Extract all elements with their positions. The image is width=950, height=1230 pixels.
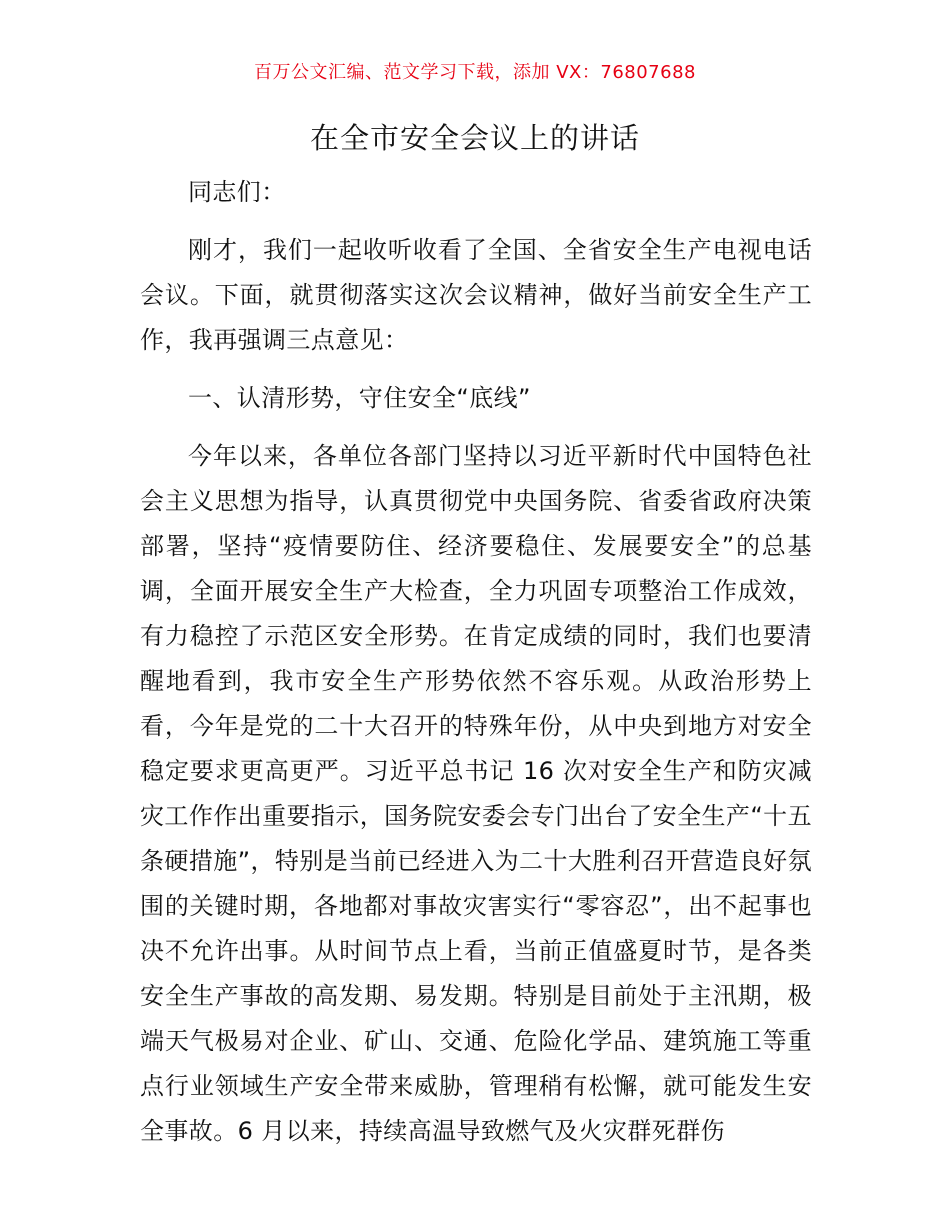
paragraph-intro: 刚才，我们一起收听收看了全国、全省安全生产电视电话会议。下面，就贯彻落实这次会议精神，做好当前安全生产工作，我再强调三点意见： bbox=[140, 236, 812, 354]
document-title: 在全市安全会议上的讲话 bbox=[309, 121, 640, 155]
paragraph-situation: 今年以来，各单位各部门坚持以习近平新时代中国特色社会主义思想为指导，认真贯彻党中央国务院、省委省政府决策部署，坚持“疫情要防住、经济要稳住、发展要安全”的总基调，全面开展安全生产大检查，全力巩固专项整治工作成效，有力稳控了示范区安全形势。在肯定成绩的同时，我们也要清醒地看到，我市安全生产形势依然不容乐观。从政治形势上看，今年是党的二十大召开的特殊年份，从中央到地方对安全稳定要求更高更严。习近平总书记 16 次对安全生产和防灾减灾工作作出重要指示，国务院安委会专门出台了安全生产“十五条硬措施”，特别是当前已经进入为二十大胜利召开营造良好氛围的关键时期，各地都对事故灾害实行“零容忍”，出不起事也决不允许出事。从时间节点上看，当前正值盛夏时节，是各类安全生产事故的高发期、易发期。特别是目前处于主汛期，极端天气极易对企业、矿山、交通、危险化学品、建筑施工等重点行业领域生产安全带来威胁，管理稍有松懈，就可能发生安全事故。6 月以来，持续高温导致燃气及火灾群死群伤 bbox=[140, 442, 812, 1145]
section-heading-1: 一、认清形势，守住安全“底线” bbox=[188, 384, 531, 412]
header-watermark-note: 百万公文汇编、范文学习下载，添加 VX：76807688 bbox=[254, 62, 696, 83]
document-body bbox=[140, 170, 812, 1167]
salutation: 同志们： bbox=[188, 178, 286, 206]
